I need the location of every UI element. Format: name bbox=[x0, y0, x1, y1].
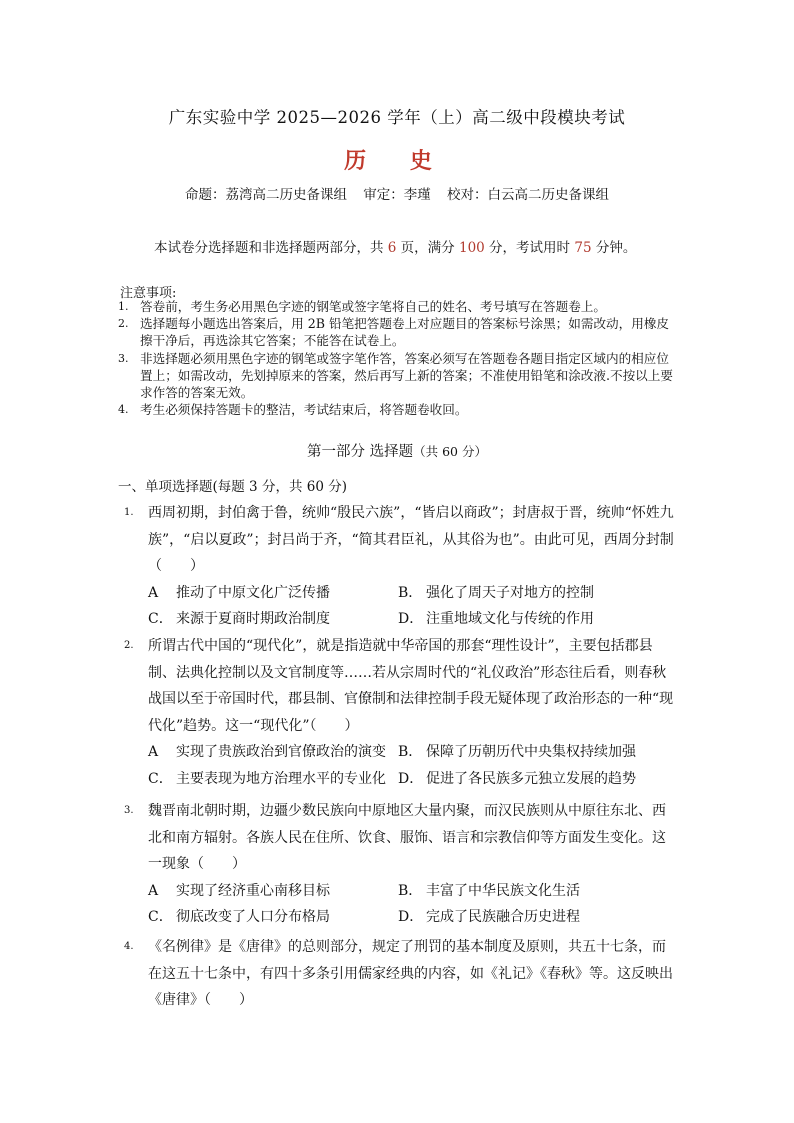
option-d[interactable] bbox=[398, 606, 648, 633]
question-stem: 魏晋南北朝时期，边疆少数民族向中原地区大量内聚，而汉民族则从中原往东北、西北和南方辐射。各族人民在住所、饮食、服饰、语言和宗教信仰等方面发生变化。这一现象（ ） bbox=[148, 803, 666, 872]
question-number: 2. bbox=[124, 640, 134, 651]
question-number: 1. bbox=[124, 507, 134, 518]
option-b[interactable] bbox=[398, 878, 648, 905]
option-b[interactable] bbox=[398, 580, 648, 607]
option-label: C． bbox=[148, 611, 173, 627]
exam-minutes: 75 bbox=[574, 240, 592, 256]
question-number: 3. bbox=[124, 805, 134, 816]
note-number: 1. bbox=[118, 300, 129, 313]
option-c[interactable] bbox=[148, 904, 398, 931]
proofreader-label: 校对：白云高二历史备课组 bbox=[447, 187, 610, 203]
note-item bbox=[118, 315, 678, 349]
note-number: 4. bbox=[118, 403, 129, 417]
option-b[interactable] bbox=[398, 739, 648, 766]
note-item bbox=[118, 350, 678, 402]
options bbox=[148, 878, 676, 931]
option-label: D． bbox=[398, 909, 424, 925]
option-a[interactable] bbox=[148, 739, 398, 766]
setter-label: 命题：荔湾高二历史备课组 bbox=[184, 187, 347, 203]
option-text: 促进了各民族多元独立发展的趋势 bbox=[426, 770, 636, 787]
option-text: 完成了民族融合历史进程 bbox=[426, 909, 580, 925]
question-stem: 所谓古代中国的“现代化”，就是指造就中华帝国的那套“理性设计”，主要包括郡县制、法典化控制以及文官制度等……若从宗周时代的“礼仪政治”形态往后看，则春秋战国以至于帝国时代，郡县制、官僚制和法律控制手段无疑体现了政治形态的一种“现代化”趋势。这一“现代化”（ ） bbox=[148, 638, 674, 734]
question-stem: 《名例律》是《唐律》的总则部分，规定了刑罚的基本制度及原则，共五十七条，而在这五十七条中，有四十多条引用儒家经典的内容，如《礼记》《春秋》等。这反映出《唐律》（ ） bbox=[148, 939, 673, 1008]
note-text: 非选择题必须用黑色字迹的钢笔或签字笔作答，答案必须写在答题卷各题目指定区域内的相应位置上；如需改动，先划掉原来的答案，然后再写上新的答案；不准使用铅笔和涂改液.不按以上要求作答的答案无效。 bbox=[140, 350, 673, 401]
option-c[interactable] bbox=[148, 606, 398, 633]
intro-text-1: 本试卷分选择题和非选择题两部分，共 bbox=[154, 240, 388, 256]
question-4 bbox=[124, 934, 676, 1014]
reviewer-label: 审定：李瑾 bbox=[363, 187, 431, 203]
option-label: C． bbox=[148, 770, 173, 787]
section-heading: 一、单项选择题(每题 3 分，共 60 分) bbox=[118, 479, 347, 495]
option-d[interactable] bbox=[398, 766, 648, 793]
question-1 bbox=[124, 500, 676, 633]
note-number: 3. bbox=[118, 351, 129, 365]
notes-list bbox=[118, 298, 678, 418]
part-one-heading bbox=[0, 440, 794, 461]
intro-text-2: 页，满分 bbox=[396, 240, 459, 256]
intro-text-3: 分，考试用时 bbox=[484, 240, 575, 256]
option-text: 强化了周天子对地方的控制 bbox=[426, 584, 594, 601]
question-stem: 西周初期，封伯禽于鲁，统帅“殷民六族”，“皆启以商政”；封唐叔于晋，统帅“怀姓九族”，“启以夏政”；封吕尚于齐，“简其君臣礼，从其俗为也”。由此可见，西周分封制（ ） bbox=[148, 505, 674, 574]
option-label: B． bbox=[398, 744, 423, 760]
note-item bbox=[118, 298, 678, 315]
option-label: A bbox=[148, 744, 159, 760]
note-item bbox=[118, 401, 678, 418]
authors-line bbox=[0, 183, 794, 203]
part-one-title: 第一部分 选择题 bbox=[307, 444, 414, 460]
options bbox=[148, 739, 676, 792]
total-score: 100 bbox=[458, 240, 485, 256]
option-a[interactable] bbox=[148, 878, 398, 905]
option-label: B． bbox=[398, 584, 423, 601]
option-label: B． bbox=[398, 882, 423, 899]
exam-intro bbox=[154, 236, 636, 256]
option-text: 注重地域文化与传统的作用 bbox=[426, 611, 594, 627]
exam-title: 广东实验中学 2025—2026 学年（上）高二级中段模块考试 bbox=[168, 108, 626, 127]
option-text: 来源于夏商时期政治制度 bbox=[176, 611, 330, 627]
subject-title: 历 史 bbox=[344, 148, 450, 174]
option-text: 保障了历朝历代中央集权持续加强 bbox=[426, 744, 636, 760]
option-label: D． bbox=[398, 770, 424, 787]
note-text: 考生必须保持答题卡的整洁，考试结束后，将答题卷收回。 bbox=[140, 402, 468, 418]
options bbox=[148, 580, 676, 633]
note-text: 选择题每小题选出答案后，用 2B 铅笔把答题卷上对应题目的答案标号涂黑；如需改动，用橡皮擦干净后，再选涂其它答案；不能答在试卷上。 bbox=[140, 316, 670, 349]
intro-text-4: 分钟。 bbox=[591, 240, 637, 256]
option-text: 丰富了中华民族文化生活 bbox=[426, 882, 580, 899]
option-text: 推动了中原文化广泛传播 bbox=[176, 584, 330, 601]
note-text: 答卷前，考生务必用黑色字迹的钢笔或签字笔将自己的姓名、考号填写在答题卷上。 bbox=[140, 299, 606, 314]
option-text: 主要表现为地方治理水平的专业化 bbox=[176, 770, 386, 787]
option-label: A bbox=[148, 584, 159, 601]
question-3 bbox=[124, 798, 676, 931]
option-d[interactable] bbox=[398, 904, 648, 931]
option-text: 彻底改变了人口分布格局 bbox=[176, 909, 330, 925]
part-one-score: （共 60 分） bbox=[413, 444, 487, 459]
option-label: D． bbox=[398, 611, 424, 627]
option-label: A bbox=[148, 882, 159, 899]
notes-title: 注意事项: bbox=[120, 286, 177, 301]
option-label: C． bbox=[148, 909, 173, 925]
option-text: 实现了贵族政治到官僚政治的演变 bbox=[176, 744, 386, 760]
question-number: 4. bbox=[124, 941, 134, 952]
question-2 bbox=[124, 633, 676, 792]
option-a[interactable] bbox=[148, 580, 398, 607]
page-count: 6 bbox=[387, 240, 397, 256]
option-c[interactable] bbox=[148, 766, 398, 793]
note-number: 2. bbox=[118, 317, 129, 331]
option-text: 实现了经济重心南移目标 bbox=[176, 882, 330, 899]
